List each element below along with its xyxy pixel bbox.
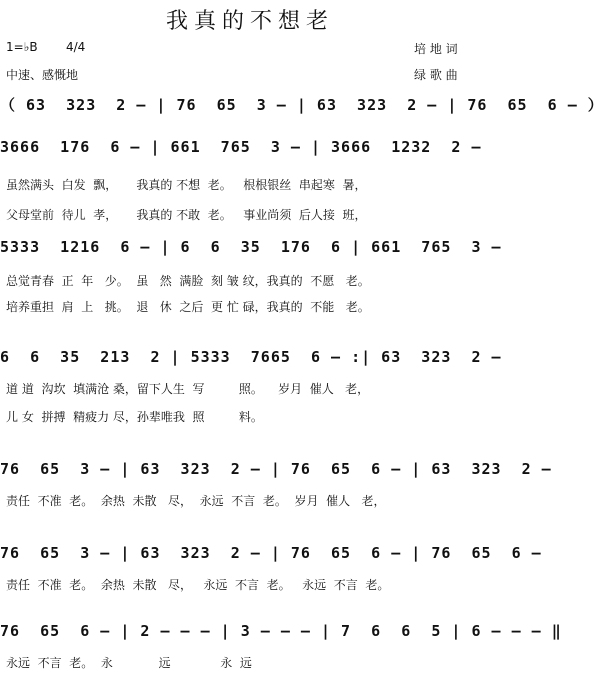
tempo-marking: 中速、感慨地: [6, 68, 79, 82]
key-signature: 1=♭B: [6, 40, 38, 54]
lyric-line-4b: 儿 女 拼搏 精疲力 尽，孙辈唯我 照 料。: [6, 410, 263, 424]
notation-line-7: 76 65 6 – | 2 – – – | 3 – – – | 7 6 6 5 | 6 – – – ‖: [0, 622, 562, 640]
time-signature: 4/4: [66, 40, 86, 54]
lyric-line-3b: 培养重担 肩 上 挑。 退 休 之后 更 忙 碌，我真的 不能 老。: [6, 300, 370, 314]
notation-line-6: 76 65 3 – | 63 323 2 – | 76 65 6 – | 76 65 6 –: [0, 544, 542, 562]
notation-line-4: 6 6 35 213 2 | 5333 7665 6 – :| 63 323 2 –: [0, 348, 502, 366]
lyric-line-6: 责任 不准 老。 余热 未散 尽， 永远 不言 老。 永远 不言 老。: [6, 578, 390, 592]
notation-line-1: （ 63 323 2 – | 76 65 3 – | 63 323 2 – | 76 65 6 – ）: [0, 96, 604, 114]
notation-line-5: 76 65 3 – | 63 323 2 – | 76 65 6 – | 63 323 2 –: [0, 460, 552, 478]
lyric-line-4a: 道 道 沟坎 填满沧 桑，留下人生 写 照。 岁月 催人 老，: [6, 382, 370, 396]
composer-credit: 绿 歌 曲: [414, 68, 458, 82]
lyricist-credit: 培 地 词: [414, 42, 458, 56]
lyric-line-5: 责任 不准 老。 余热 未散 尽， 永远 不言 老。 岁月 催人 老，: [6, 494, 386, 508]
lyric-line-2b: 父母堂前 待儿 孝， 我真的 不敢 老。 事业尚须 后人接 班，: [6, 208, 367, 222]
lyric-line-2a: 虽然满头 白发 飘， 我真的 不想 老。 根根银丝 串起寒 暑，: [6, 178, 367, 192]
song-title: 我真的不想老: [165, 9, 334, 34]
notation-line-2: 3666 176 6 – | 661 765 3 – | 3666 1232 2 –: [0, 138, 482, 156]
lyric-line-7: 永远 不言 老。 永 远 永 远: [6, 656, 252, 670]
notation-line-3: 5333 1216 6 – | 6 6 35 176 6 | 661 765 3 –: [0, 238, 502, 256]
lyric-line-3a: 总觉青春 正 年 少。 虽 然 满脸 刻 皱 纹，我真的 不愿 老。: [6, 274, 370, 288]
